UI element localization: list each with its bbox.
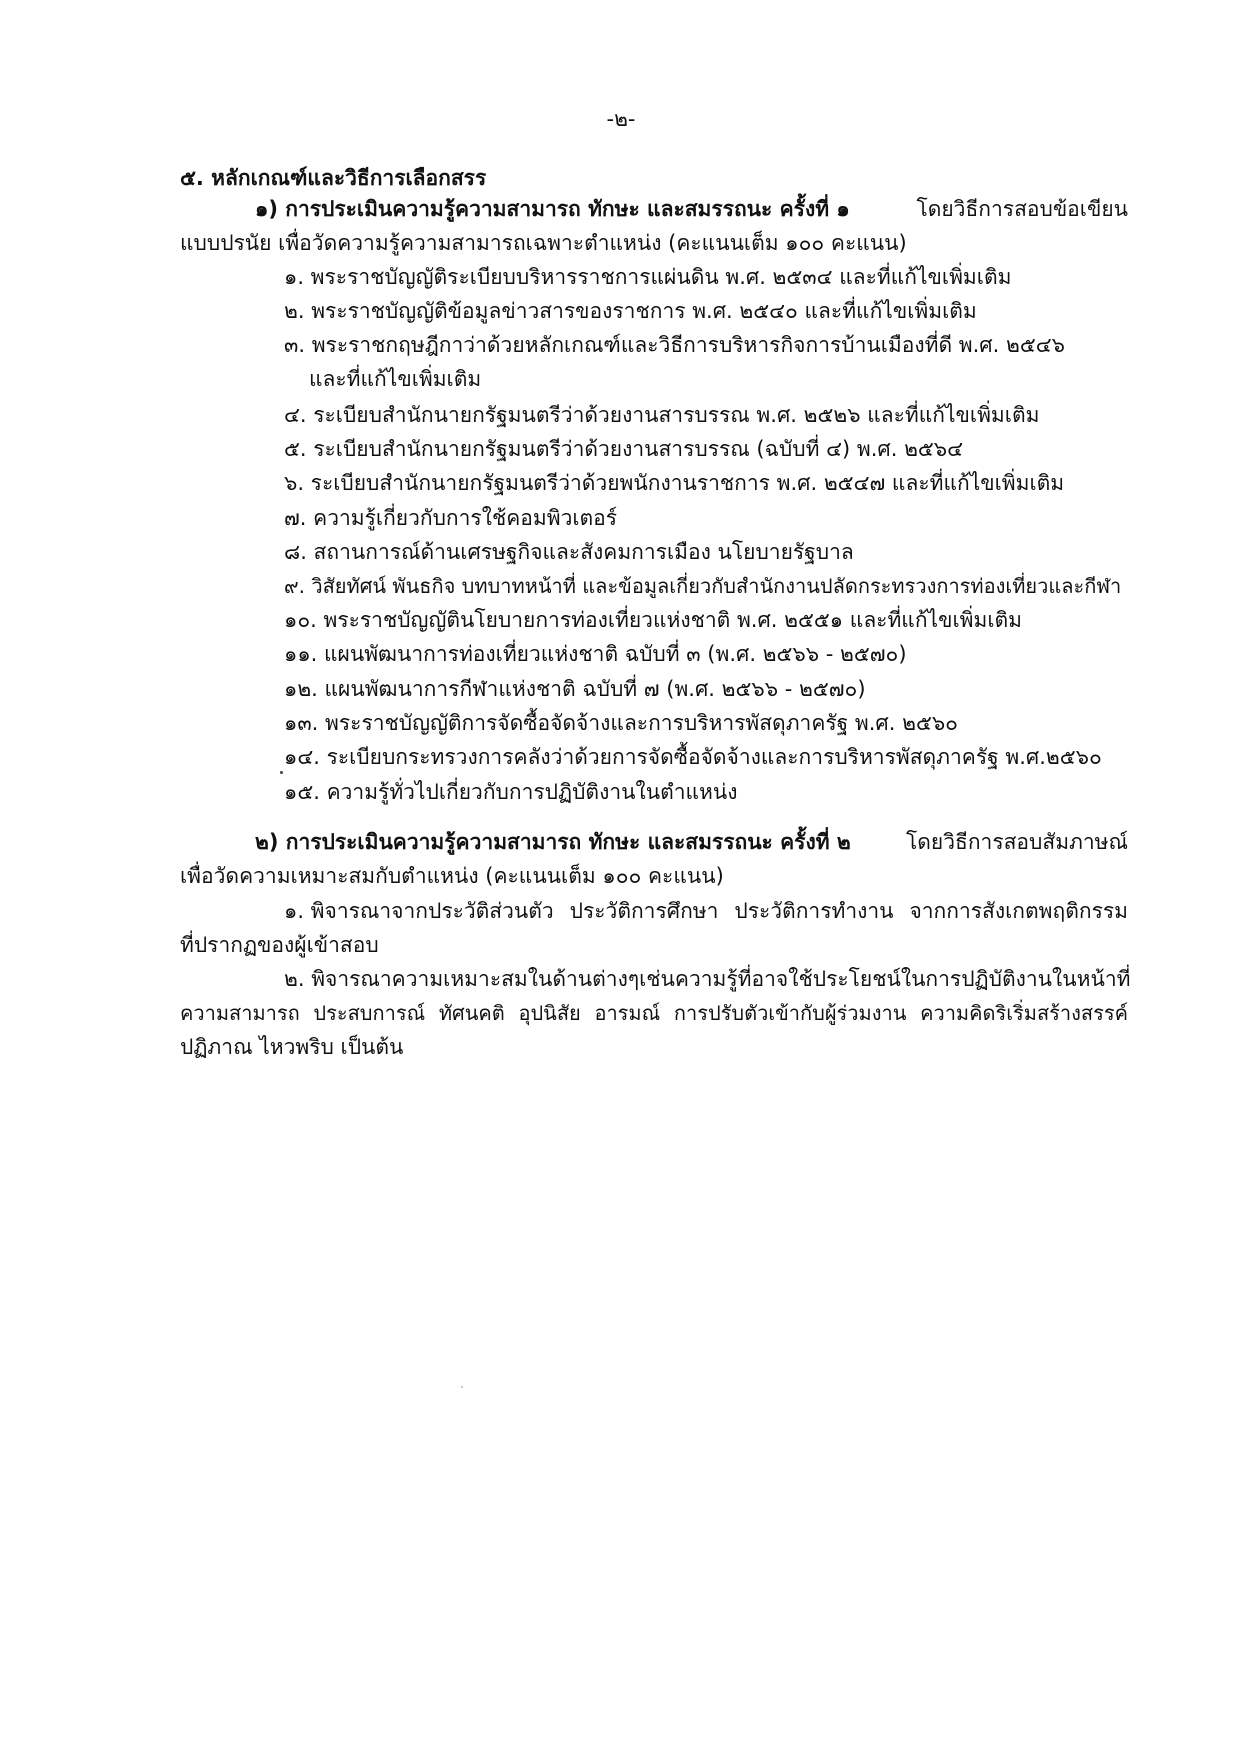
scan-speck [280,771,283,774]
list-item: ๖. ระเบียบสำนักนายกรัฐมนตรีว่าด้วยพนักงานราชการ พ.ศ. ๒๕๔๗ และที่แก้ไขเพิ่มเติม [284,471,1065,495]
p1-word: ๑. พิจารณาจากประวัติส่วนตัว [284,899,554,923]
part2-title-bold: ๒) การประเมินความรู้ความสามารถ ทักษะ และสมรรถนะ ครั้งที่ ๒ [255,830,851,854]
p2-word: อุปนิสัย [518,1001,581,1025]
p2-word: อารมณ์ [594,1001,661,1025]
part2-title-line2: เพื่อวัดความเหมาะสมกับตำแหน่ง (คะแนนเต็ม ๑๐๐ คะแนน) [180,864,724,888]
list-item: ๑๕. ความรู้ทั่วไปเกี่ยวกับการปฏิบัติงานในตำแหน่ง [284,780,738,804]
list-item-continuation: และที่แก้ไขเพิ่มเติม [309,367,482,391]
p2-word: ความคิดริเริ่มสร้างสรรค์ [920,1001,1128,1025]
p2-word: ทัศนคติ [438,1001,505,1025]
list-item: ๓. พระราชกฤษฎีกาว่าด้วยหลักเกณฑ์และวิธีการบริหารกิจการบ้านเมืองที่ดี พ.ศ. ๒๕๔๖ [284,333,1065,357]
p1-word: จากการสังเกตพฤติกรรม [909,899,1128,923]
section-heading: ๕. หลักเกณฑ์และวิธีการเลือกสรร [180,166,487,190]
part1-title-line2: แบบปรนัย เพื่อวัดความรู้ความสามารถเฉพาะตำแหน่ง (คะแนนเต็ม ๑๐๐ คะแนน) [180,231,907,255]
list-item: ๑๔. ระเบียบกระทรวงการคลังว่าด้วยการจัดซื้อจัดจ้างและการบริหารพัสดุภาครัฐ พ.ศ.๒๕๖๐ [284,745,1102,769]
page-number: -๒- [606,107,636,131]
list-item: ๕. ระเบียบสำนักนายกรัฐมนตรีว่าด้วยงานสารบรรณ (ฉบับที่ ๔) พ.ศ. ๒๕๖๔ [284,437,964,461]
p2-word: ความรู้ที่อาจใช้ประโยชน์ในการปฏิบัติงานในหน้าที่ [674,967,1131,991]
p2-word: เช่น [639,967,675,991]
p1-word: ประวัติการศึกษา [569,899,719,923]
list-item: ๑. พระราชบัญญัติระเบียบบริหารราชการแผ่นดิน พ.ศ. ๒๕๓๔ และที่แก้ไขเพิ่มเติม [284,265,1012,289]
list-item: ๑๐. พระราชบัญญัตินโยบายการท่องเที่ยวแห่งชาติ พ.ศ. ๒๕๕๑ และที่แก้ไขเพิ่มเติม [284,608,1022,632]
p2-word: ประสบการณ์ [313,1001,426,1025]
part1-title-rest: โดยวิธีการสอบข้อเขียน [916,197,1128,221]
list-item: ๙. วิสัยทัศน์ พันธกิจ บทบาทหน้าที่ และข้อมูลเกี่ยวกับสำนักงานปลัดกระทรวงการท่องเที่ยวและกีฬา [284,574,1122,598]
part2-paragraph-2-line2 [180,998,1128,1028]
part1-title-bold: ๑) การประเมินความรู้ความสามารถ ทักษะ และสมรรถนะ ครั้งที่ ๑ [255,197,850,221]
part2-title [180,827,1128,857]
scan-speck [461,1386,463,1388]
list-item: ๒. พระราชบัญญัติข้อมูลข่าวสารของราชการ พ.ศ. ๒๕๔๐ และที่แก้ไขเพิ่มเติม [284,299,977,323]
list-item: ๔. ระเบียบสำนักนายกรัฐมนตรีว่าด้วยงานสารบรรณ พ.ศ. ๒๕๒๖ และที่แก้ไขเพิ่มเติม [284,403,1040,427]
p2-word: ความสามารถ [180,1001,300,1025]
list-item: ๗. ความรู้เกี่ยวกับการใช้คอมพิวเตอร์ [284,506,618,530]
list-item: ๑๑. แผนพัฒนาการท่องเที่ยวแห่งชาติ ฉบับที่ ๓ (พ.ศ. ๒๕๖๖ - ๒๕๗๐) [284,642,907,666]
part2-paragraph-2-line3: ปฏิภาณ ไหวพริบ เป็นต้น [180,1035,404,1059]
list-item: ๑๓. พระราชบัญญัติการจัดซื้อจัดจ้างและการบริหารพัสดุภาครัฐ พ.ศ. ๒๕๖๐ [284,711,958,735]
part2-paragraph-1 [180,896,1128,926]
list-item: ๑๒. แผนพัฒนาการกีฬาแห่งชาติ ฉบับที่ ๗ (พ.ศ. ๒๕๖๖ - ๒๕๗๐) [284,677,866,701]
list-item: ๘. สถานการณ์ด้านเศรษฐกิจและสังคมการเมือง นโยบายรัฐบาล [284,540,854,564]
p2-word: การปรับตัวเข้ากับผู้ร่วมงาน [673,1001,907,1025]
p2-word: ๒. พิจารณาความเหมาะสมในด้านต่างๆ [284,967,640,991]
p1-word: ประวัติการทำงาน [734,899,894,923]
part1-title [180,194,1128,224]
part2-paragraph-1-line2: ที่ปรากฏของผู้เข้าสอบ [180,933,379,957]
part2-paragraph-2 [180,964,1131,994]
part2-title-rest: โดยวิธีการสอบสัมภาษณ์ [906,830,1128,854]
